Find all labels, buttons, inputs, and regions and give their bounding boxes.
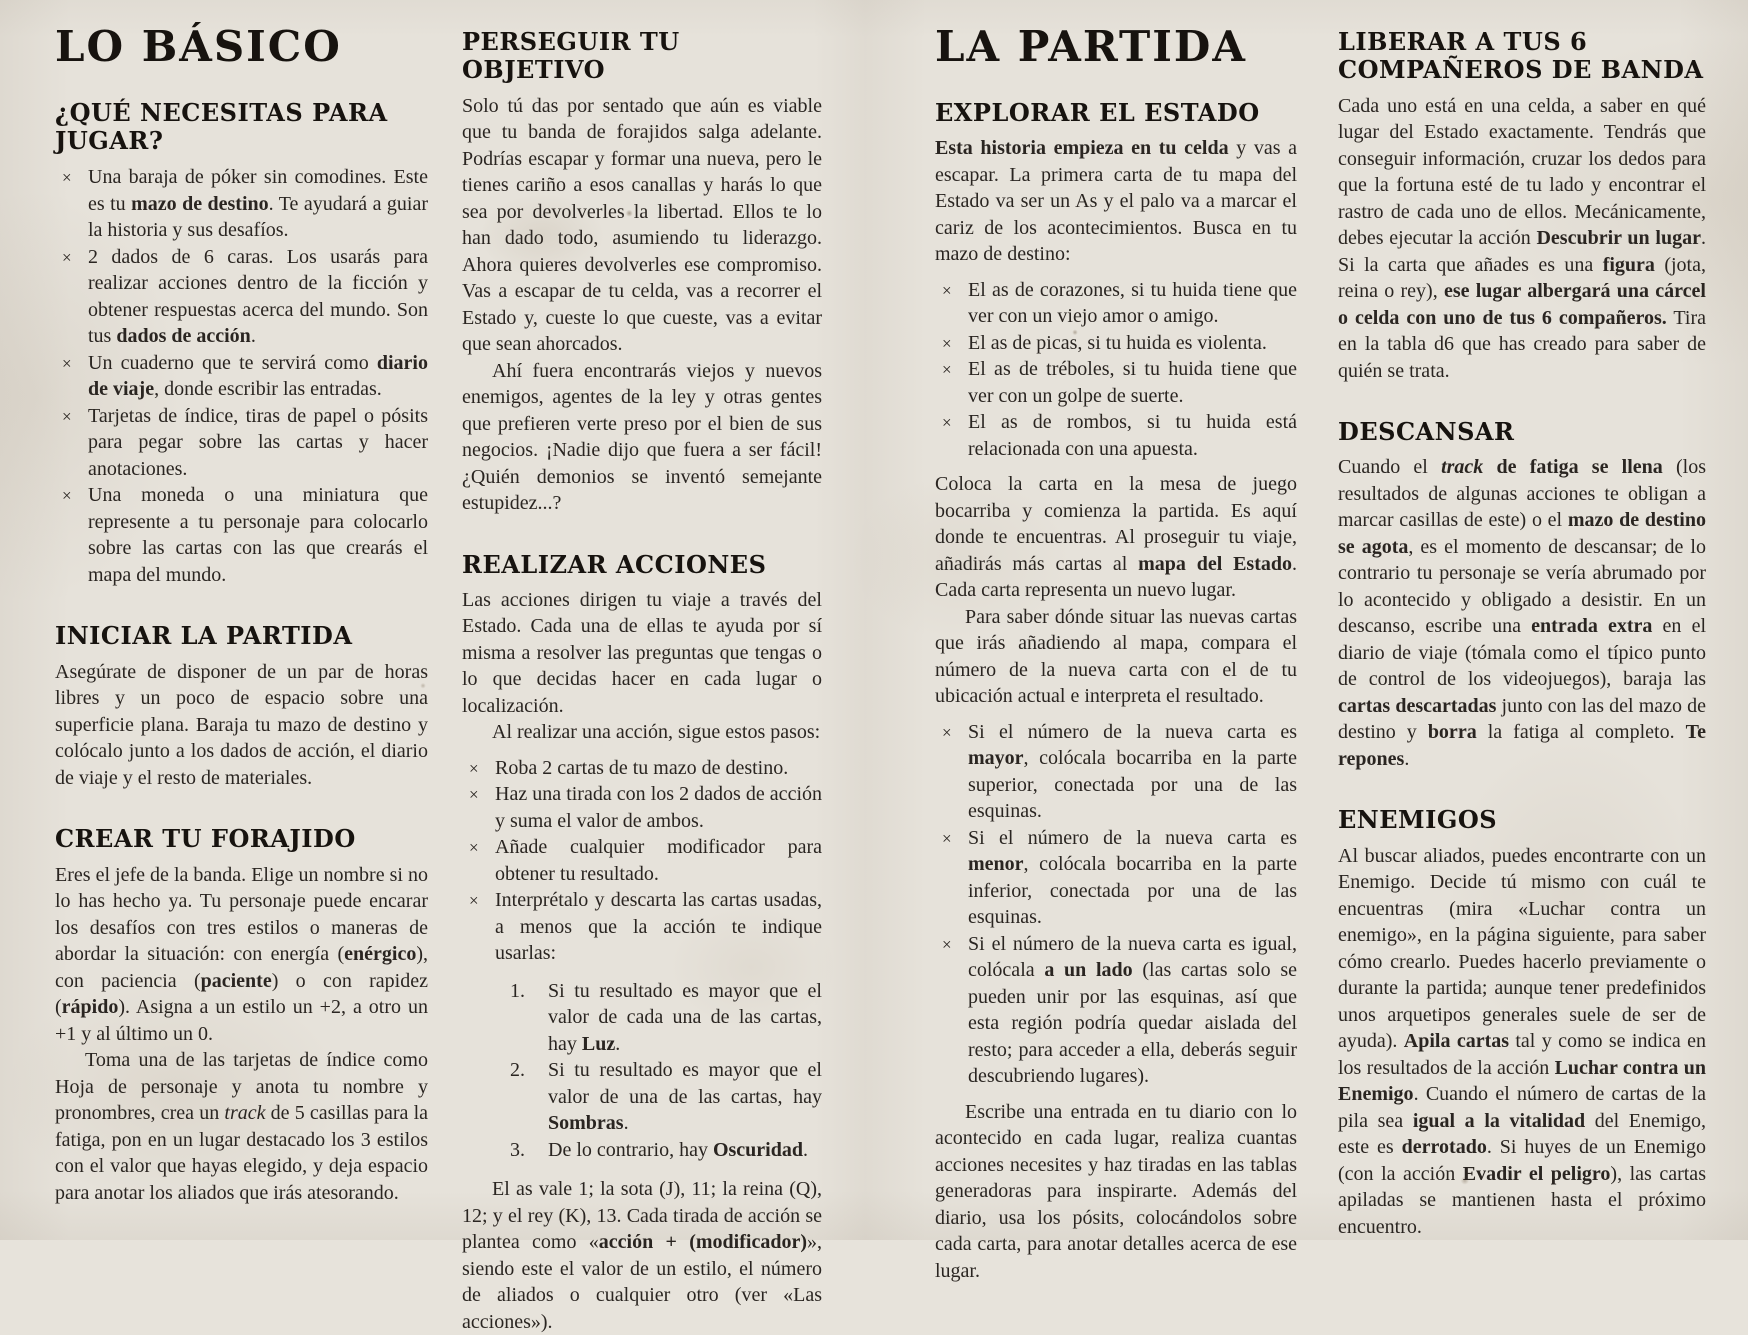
main-title: LA PARTIDA <box>935 22 1247 71</box>
bold-text: diario de viaje <box>88 351 428 401</box>
paragraph: Las acciones dirigen tu viaje a través del Estado. Cada una de ellas te ayuda por sí misma a resolver las preguntas que tengas o lo que decidas hacer en cada lugar o localización. <box>462 588 822 717</box>
number-marker: 1. <box>510 979 525 1002</box>
paragraph: Ahí fuera encontrarás viejos y nuevos enemigos, agentes de la ley y otras gentes que prefieren verte preso por el bien de sus negocios. ¡Nadie dijo que fuera a ser fácil! ¿Quién demonios se inventó semejante estupidez...? <box>462 359 822 515</box>
number-marker: 2. <box>510 1059 525 1082</box>
bold-text: menor <box>968 853 1024 876</box>
paragraph: El as vale 1; la sota (J), 11; la reina (Q), 12; y el rey (K), 13. Cada tirada de acción se plantea como «acción + (modificador)», siendo este el valor de un estilo, el número de aliados o cualquier otro (ver «Las acciones»). <box>462 1178 822 1333</box>
bullet-item: × Si el número de la nueva carta es igual, colócala a un lado (las cartas solo se pueden unir por las esquinas, así que esta región podría quedar aislada del resto; para acceder a ella, deberás seguir descubriendo lugares). <box>935 931 1297 1090</box>
bullet-item: × Un cuaderno que te servirá como diario de viaje, donde escribir las entradas. <box>55 350 428 403</box>
paragraph: Al realizar una acción, sigue estos pasos: <box>492 721 821 744</box>
paragraph: Escribe una entrada en tu diario con lo acontecido en cada lugar, realiza cuantas acciones necesites y haz tiradas en las tablas generadoras para inspirarte. Además del diario, usa los pósits, colocándolos sobre cada carta, para anotar detalles acerca de ese lugar. <box>935 1100 1297 1282</box>
bold-text: entrada extra <box>1531 615 1653 638</box>
bold-text: acción + (modificador) <box>598 1231 807 1254</box>
bold-text: ese lugar albergará una cárcel o celda con uno de tus 6 compañeros. <box>1338 280 1706 329</box>
bullet-list <box>935 719 1297 1090</box>
bold-text: mazo de destino se agota <box>1338 509 1706 558</box>
bullet-item: × Una baraja de póker sin comodines. Este es tu mazo de destino. Te ayudará a guiar la historia y sus desafíos. <box>55 164 428 244</box>
bullet-item: × Interprétalo y descarta las cartas usadas, a menos que la acción te indique usarlas: <box>462 887 822 967</box>
bold-text: cartas descartadas <box>1338 694 1497 717</box>
numbered-item: 2. Si tu resultado es mayor que el valor de una de las cartas, hay Sombras. <box>510 1059 822 1135</box>
bullet-item: × Si el número de la nueva carta es menor, colócala bocarriba en la parte inferior, conectada por una de las esquinas. <box>935 825 1297 931</box>
bullet-list <box>55 164 428 588</box>
bold-text: igual a la vitalidad <box>1412 1109 1586 1132</box>
number-marker: 3. <box>510 1138 525 1161</box>
column-la-partida <box>935 22 1297 1284</box>
section-heading: LIBERAR A TUS 6 COMPAÑEROS DE BANDA <box>1338 27 1704 85</box>
bullet-item: × El as de corazones, si tu huida tiene que ver con un viejo amor o amigo. <box>935 277 1297 330</box>
bold-text: rápido <box>61 996 119 1019</box>
column-perseguir-tu-objetivo <box>462 26 822 1335</box>
paragraph: Asegúrate de disponer de un par de horas libres y un poco de espacio sobre una superficie plana. Baraja tu mazo de destino y colócalo junto a los dados de acción, el diario de viaje y el resto de materiales. <box>55 660 428 789</box>
bullet-item: × Añade cualquier modificador para obtener tu resultado. <box>462 834 822 887</box>
bold-text: Esta historia empieza en tu celda <box>935 137 1229 160</box>
paragraph: Cuando el track de fatiga se llena (los resultados de algunas acciones te obligan a marcar casillas de este) o el mazo de destino se agota, es el momento de descansar; de lo contrario tu personaje se vería abrumado por lo acontecido y obligado a desistir. En un descanso, escribe una entrada extra en el diario de viaje (tómala como el típico punto de control de los videojuegos), baraja las cartas descartadas junto con las del mazo de destino y borra la fatiga al completo. Te repones. <box>1338 456 1707 770</box>
paragraph: Toma una de las tarjetas de índice como Hoja de personaje y anota tu nombre y pronombres, crea un track de 5 casillas para la fatiga, pon en un lugar destacado los 3 estilos con el valor que hayas elegido, y deja espacio para anotar los aliados que irás atesorando. <box>55 1049 429 1204</box>
section-heading: REALIZAR ACCIONES <box>462 549 767 579</box>
numbered-list <box>462 978 822 1164</box>
bold-text: paciente <box>200 969 272 992</box>
bold-text: Luchar contra un Enemigo <box>1338 1056 1706 1106</box>
bold-text: Descubrir un lugar <box>1536 227 1701 250</box>
paragraph: Coloca la carta en la mesa de juego bocarriba y comienza la partida. Es aquí donde te encuentras. Al proseguir tu viaje, añadirás más cartas al mapa del Estado. Cada carta representa un nuevo lugar. <box>935 473 1297 602</box>
italic-text: track <box>224 1102 266 1125</box>
paragraph: Para saber dónde situar las nuevas cartas que irás añadiendo al mapa, compara el número de la nueva carta con el de tu ubicación actual e interpreta el resultado. <box>935 605 1297 708</box>
section-heading: EXPLORAR EL ESTADO <box>935 97 1260 127</box>
paragraph: Solo tú das por sentado que aún es viable que tu banda de forajidos salga adelante. Podrías escapar y formar una nueva, pero le tienes cariño a esos canallas y harás lo que sea por devolverles la libertad. Ellos te lo han dado todo, asumiendo tu liderazgo. Ahora quieres devolverles ese compromiso. Vas a escapar de tu celda, vas a recorrer el Estado y, cueste lo que cueste, vas a evitar que sean ahorcados. <box>462 94 822 356</box>
bold-text: derrotado <box>1401 1136 1487 1159</box>
paragraph: Cada uno está en una celda, a saber en qué lugar del Estado exactamente. Tendrás que conseguir información, cruzar los dedos para que la fortuna esté de tu lado y encontrar el rastro de cada uno de ellos. Mecánicamente, debes ejecutar la acción Descubrir un lugar. Si la carta que añades es una figura (jota, reina o rey), ese lugar albergará una cárcel o celda con uno de tus 6 compañeros. Tira en la tabla d6 que has creado para saber de quién se trata. <box>1338 94 1706 382</box>
bold-text: borra <box>1427 721 1477 744</box>
bold-text: Apila cartas <box>1403 1030 1510 1053</box>
bullet-item: × 2 dados de 6 caras. Los usarás para realizar acciones dentro de la ficción y obtener respuestas acerca del mundo. Son tus dados de acción. <box>55 244 428 350</box>
section-heading: CREAR TU FORAJIDO <box>55 824 356 854</box>
bold-text: mayor <box>968 747 1024 770</box>
bullet-item: × Haz una tirada con los 2 dados de acción y suma el valor de ambos. <box>462 781 822 834</box>
paragraph: Esta historia empieza en tu celda y vas a escapar. La primera carta de tu mapa del Estado va ser un As y el palo va a marcar el cariz de los acontecimientos. Busca en tu mazo de destino: <box>935 137 1297 266</box>
bold-text: Evadir el peligro <box>1462 1162 1611 1185</box>
bold-text: figura <box>1602 253 1655 276</box>
bold-text: dados de acción <box>116 325 251 348</box>
bold-text: track <box>1441 456 1484 479</box>
bold-text: mazo de destino <box>131 192 269 215</box>
bullet-item: × Si el número de la nueva carta es mayor, colócala bocarriba en la parte superior, conectada por una de las esquinas. <box>935 719 1297 825</box>
bold-text: Luz <box>581 1032 616 1055</box>
bullet-list <box>462 755 822 967</box>
column-lo-basico <box>55 22 429 1206</box>
numbered-item: 3. De lo contrario, hay Oscuridad. <box>510 1137 822 1164</box>
main-title: LO BÁSICO <box>55 22 342 71</box>
column-liberar-descansar-enemigos <box>1338 26 1706 1240</box>
bullet-item: × El as de rombos, si tu huida está relacionada con una apuesta. <box>935 409 1297 462</box>
section-heading: ENEMIGOS <box>1338 805 1498 835</box>
numbered-item: 1. Si tu resultado es mayor que el valor de cada una de las cartas, hay Luz. <box>510 979 822 1055</box>
bullet-list <box>935 277 1297 463</box>
bold-text: de fatiga se llena <box>1496 456 1663 479</box>
bullet-item: × Roba 2 cartas de tu mazo de destino. <box>462 755 822 782</box>
bullet-item: × Tarjetas de índice, tiras de papel o pósits para pegar sobre las cartas y hacer anotaciones. <box>55 403 428 483</box>
bullet-item: × El as de picas, si tu huida es violenta. <box>935 330 1297 357</box>
bold-text: Oscuridad <box>712 1138 803 1161</box>
section-heading: PERSEGUIR TU OBJETIVO <box>462 27 680 85</box>
bold-text: a un lado <box>1044 959 1133 982</box>
paragraph: Eres el jefe de la banda. Elige un nombre si no lo has hecho ya. Tu personaje puede encarar los desafíos con tres estilos o maneras de abordar la situación: con energía (enérgico), con paciencia (paciente) o con rapidez (rápido). Asigna a un estilo un +2, a otro un +1 y al último un 0. <box>55 863 428 1045</box>
paragraph: Al buscar aliados, puedes encontrarte con un Enemigo. Decide tú mismo con cuál te encuentras (mira «Luchar contra un enemigo», en la página siguiente, para saber cómo crearlo. Puedes hacerlo previamente o durante la partida; aunque tener predefinidos unos arquetipos generales suele de ser de ayuda). Apila cartas tal y como se indica en los resultados de la acción Luchar contra un Enemigo. Cuando el número de cartas de la pila sea igual a la vitalidad del Enemigo, este es derrotado. Si huyes de un Enemigo (con la acción Evadir el peligro), las cartas apiladas se mantienen hasta el próximo encuentro. <box>1338 844 1707 1238</box>
bullet-item: × Una moneda o una miniatura que represente a tu personaje para colocarlo sobre las cartas con las que crearás el mapa del mundo. <box>55 482 428 588</box>
section-heading: ¿QUÉ NECESITAS PARA JUGAR? <box>55 97 388 156</box>
section-heading: DESCANSAR <box>1338 417 1515 447</box>
bold-text: Te repones <box>1338 721 1706 770</box>
bullet-item: × El as de tréboles, si tu huida tiene que ver con un golpe de suerte. <box>935 356 1297 409</box>
section-heading: INICIAR LA PARTIDA <box>55 621 353 651</box>
bold-text: Sombras <box>548 1112 624 1135</box>
bold-text: enérgico <box>344 943 417 966</box>
bold-text: mapa del Estado <box>1138 552 1292 575</box>
